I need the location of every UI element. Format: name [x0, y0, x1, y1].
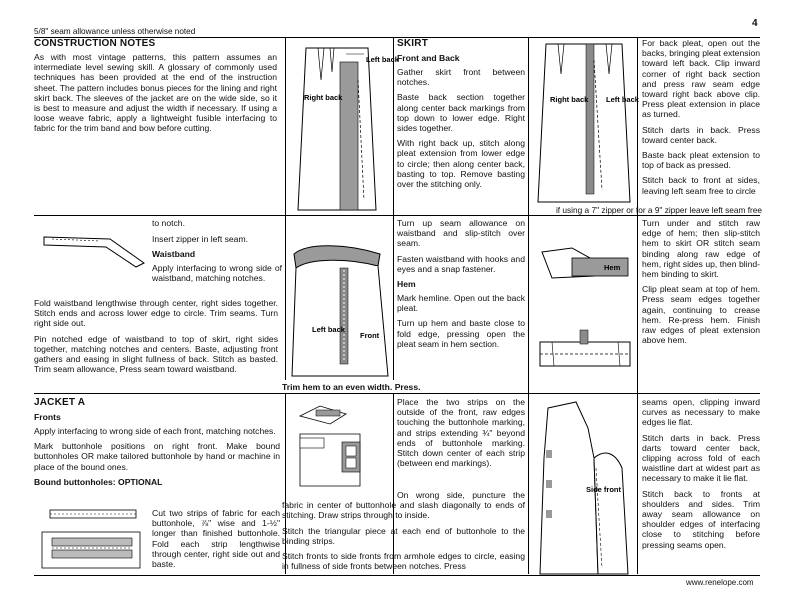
construction-notes	[34, 38, 277, 139]
row-divider-2	[34, 393, 760, 394]
jacket-right-instructions	[642, 397, 760, 555]
waistband-pin: Pin notched edge of waistband to top of skirt, right sides together, matching notches and centers. Baste, adjusting front gathers and easing in slight fullness of back. Stitch as basted. Trim seam allowance, Press seam toward waistband.	[34, 333, 278, 375]
buttonhole-steps-c	[282, 490, 525, 576]
pleat-p4: Stitch back to front at sides, leaving left seam free to circle	[642, 175, 760, 196]
buttonhole-strips-illustration	[36, 508, 146, 574]
jacket-p2: Mark buttonhole positions on right front. Make bound buttonholes OR make tailored buttonhole by hand or machine in place of the bound ones.	[34, 441, 280, 472]
left-back-label-3: Left back	[312, 325, 345, 334]
col-divider	[285, 215, 286, 380]
construction-body: As with most vintage patterns, this pattern assumes an intermediate level sewing skill. A glossary of commonly used techniques has been provided at the end of the instruction sheet. The pattern includes bonus pieces for the lining and right skirt back. The sleeves of the jacket are on the wide side, so it is best to measure and adjust the width if necessary. If using a loose weave fabric, apply a lightweight fusible interfacing to fabric for the trim band and bow before cutting.	[34, 52, 277, 134]
col-divider	[637, 215, 638, 393]
skirt-section	[397, 38, 525, 194]
fronts-title: Fronts	[34, 412, 61, 422]
front-back-title: Front and Back	[397, 53, 460, 63]
buttonhole-stitch-illustration	[290, 398, 390, 490]
skirt-back-illustration-2	[532, 40, 639, 204]
front-label: Front	[360, 331, 380, 340]
col-divider	[528, 38, 529, 215]
jacket-front-illustration	[532, 398, 636, 574]
construction-title: CONSTRUCTION NOTES	[34, 38, 156, 49]
buttonhole-p4: Stitch fronts to side fronts from armhole edges to circle, easing in fullness of side fronts between notches. Press	[282, 551, 525, 572]
bound-buttonhole-steps	[152, 508, 280, 574]
waistband-steps	[34, 298, 278, 379]
skirt-p1: Gather skirt front between notches.	[397, 67, 525, 88]
trim-hem-note: Trim hem to an even width. Press.	[282, 382, 421, 392]
hem-p1: Turn up seam allowance on waistband and slip-stitch over seam.	[397, 218, 525, 249]
buttonhole-steps-a	[397, 397, 525, 473]
col-divider	[528, 394, 529, 574]
waistband-fold: Fold waistband lengthwise through center, right sides together. Stitch ends and across lower edge to circle. Trim seams. Turn right side out.	[34, 298, 278, 329]
jacket-section	[34, 397, 280, 491]
jacket-right-p1: seams open, clipping inward curves as necessary to make edges lie flat.	[642, 397, 760, 428]
col-divider	[637, 38, 638, 215]
side-front-label: Side front	[586, 485, 621, 494]
pleat-p3: Baste back pleat extension to top of back as pressed.	[642, 150, 760, 171]
right-back-label-2: Right back	[550, 95, 589, 104]
pleat-instructions	[642, 38, 760, 201]
jacket-p1: Apply interfacing to wrong side of each front, matching notches.	[34, 426, 276, 436]
hem-label: Hem	[604, 263, 621, 272]
hem-right-p1: Turn under and stitch raw edge of hem; then slip-stitch hem to skirt OR stitch seam binding along raw edge of hem, right sides up, then blind-hem binding to skirt.	[642, 218, 760, 280]
hem-right-p2: Clip pleat seam at top of hem. Press seam edges together again, continuing to crease hem. Re-press hem. Finish raw edges of pleat extension above hem.	[642, 284, 760, 346]
pleat-p2: Stitch darts in back. Press toward center back.	[642, 124, 760, 145]
buttonhole-p2: On wrong side, puncture the fabric in center of buttonhole and slash diagonally to ends of stitching. Draw strips through to inside.	[282, 490, 525, 521]
zipper-note: if using a 7" zipper or for a 9" zipper leave left seam free	[555, 205, 762, 215]
jacket-title: JACKET A	[34, 397, 86, 408]
hem-right-instructions	[642, 218, 760, 350]
buttonhole-p1: Place the two strips on the outside of the front, raw edges touching the buttonhole marking, and strips extending ¾" beyond ends of buttonhole marking. Stitch down center of each strip (between end markings).	[397, 397, 525, 469]
to-notch: to notch.	[152, 218, 185, 228]
waistband-interfacing: Apply interfacing to wrong side of waistband, matching notches.	[152, 263, 282, 284]
waistband-section	[152, 234, 282, 289]
insert-zipper: Insert zipper in left seam.	[152, 234, 249, 244]
hem-section	[397, 218, 525, 354]
col-divider	[393, 215, 394, 380]
left-back-label-2: Left back	[606, 95, 639, 104]
jacket-right-p2: Stitch darts in back. Press darts toward center back, clipping across fold of each waistline dart at widest part as necessary to make it lie flat.	[642, 432, 760, 484]
hem-illustration	[532, 218, 636, 388]
waistband-title: Waistband	[152, 249, 196, 260]
footer-url[interactable]: www.renelope.com	[686, 578, 754, 587]
jacket-right-p3: Stitch back to fronts at shoulders and sides. Trim away seam allowance on shoulder edges of interfacing close to stitching before pressing seams open.	[642, 488, 760, 550]
waistband-attach-illustration	[288, 218, 392, 378]
hem-p3: Mark hemline. Open out the back pleat.	[397, 293, 525, 314]
col-divider	[637, 394, 638, 574]
skirt-back-illustration-1	[290, 40, 399, 212]
seam-allowance-note: 5/8" seam allowance unless otherwise noted	[34, 27, 196, 36]
skirt-p3: With right back up, stitch along pleat extension from lower edge to circle; then along center back, basting to top. Remove basting over the stitching only.	[397, 138, 525, 190]
footer-rule	[34, 575, 760, 576]
pleat-p1: For back pleat, open out the backs, bringing pleat extension toward left back. Clip inward corner of right back section and press raw seam edge toward right back above clip. Press pleat extension in place as turned.	[642, 38, 761, 120]
col-divider	[528, 215, 529, 393]
waistband-illustration	[40, 227, 148, 271]
hem-title: Hem	[397, 279, 416, 290]
col-divider	[393, 38, 394, 215]
buttonhole-p3: Stitch the triangular piece at each end of buttonhole to the binding strips.	[282, 525, 525, 546]
bound-buttonholes-title: Bound buttonholes: OPTIONAL	[34, 476, 163, 487]
hem-p2: Fasten waistband with hooks and eyes and a snap fastener.	[397, 253, 525, 274]
page-number: 4	[752, 18, 758, 29]
jacket-p3: Cut two strips of fabric for each buttonhole, ⅞" wise and 1-½" longer than finished buttonhole. Fold each strip lengthwise through center, right side out and baste.	[152, 508, 280, 570]
skirt-title: SKIRT	[397, 38, 428, 49]
skirt-p2: Baste back section together along center back markings from top down to lower edge. Right sides together.	[397, 92, 525, 134]
col-divider	[285, 38, 286, 215]
hem-p4: Turn up hem and baste close to fold edge, pressing open the pleat seam in hem section.	[397, 318, 525, 349]
left-back-label: Left back	[366, 55, 399, 64]
right-back-label: Right back	[304, 93, 343, 102]
